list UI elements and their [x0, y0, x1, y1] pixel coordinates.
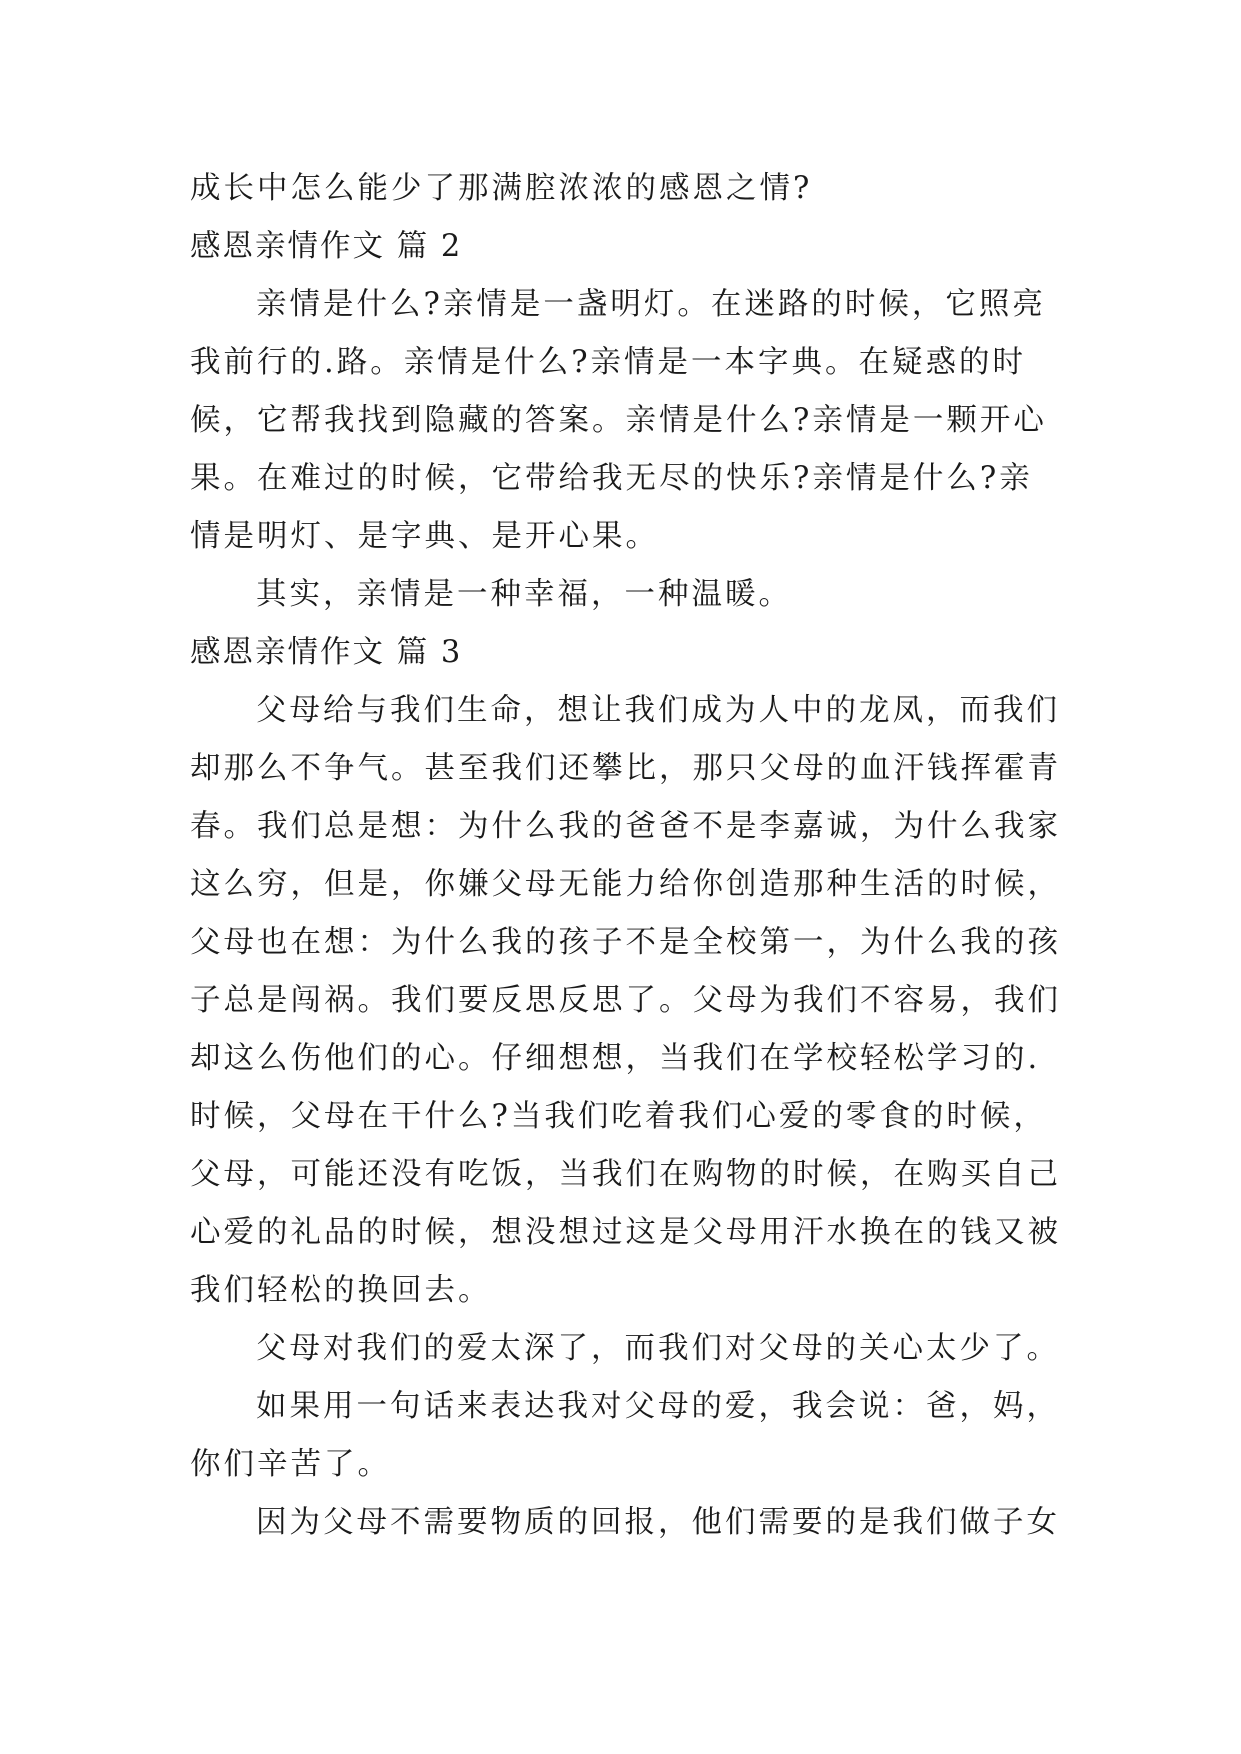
- text-line: 我前行的.路。亲情是什么?亲情是一本字典。在疑惑的时: [190, 345, 1027, 380]
- paragraph-start: 其实，亲情是一种幸福，一种温暖。: [256, 577, 792, 612]
- text-line: 子总是闯祸。我们要反思反思了。父母为我们不容易，我们: [190, 983, 1061, 1018]
- text-line: 候，它帮我找到隐藏的答案。亲情是什么?亲情是一颗开心: [190, 403, 1047, 438]
- text-line: 这么穷，但是，你嫌父母无能力给你创造那种生活的时候，: [190, 867, 1061, 902]
- text-line: 春。我们总是想：为什么我的爸爸不是李嘉诚，为什么我家: [190, 809, 1061, 844]
- text-line: 时候，父母在干什么?当我们吃着我们心爱的零食的时候，: [190, 1099, 1047, 1134]
- paragraph-start: 父母给与我们生命，想让我们成为人中的龙凤，而我们: [256, 693, 1060, 728]
- section-heading-3: 感恩亲情作文 篇 3: [190, 635, 463, 670]
- text-line: 父母也在想：为什么我的孩子不是全校第一，为什么我的孩: [190, 925, 1061, 960]
- text-line: 成长中怎么能少了那满腔浓浓的感恩之情?: [190, 171, 813, 206]
- text-line: 你们辛苦了。: [190, 1447, 391, 1482]
- paragraph-start: 如果用一句话来表达我对父母的爱，我会说：爸，妈，: [256, 1389, 1060, 1424]
- text-line: 却这么伤他们的心。仔细想想，当我们在学校轻松学习的.: [190, 1041, 1041, 1076]
- text-line: 果。在难过的时候，它带给我无尽的快乐?亲情是什么?亲: [190, 461, 1033, 496]
- paragraph-start: 父母对我们的爱太深了，而我们对父母的关心太少了。: [256, 1331, 1060, 1366]
- section-heading-2: 感恩亲情作文 篇 2: [190, 229, 463, 264]
- paragraph-start: 因为父母不需要物质的回报，他们需要的是我们做子女: [256, 1505, 1060, 1540]
- document-body: [190, 160, 1070, 1552]
- text-line: 情是明灯、是字典、是开心果。: [190, 519, 659, 554]
- text-line: 心爱的礼品的时候，想没想过这是父母用汗水换在的钱又被: [190, 1215, 1061, 1250]
- text-line: 父母，可能还没有吃饭，当我们在购物的时候，在购买自己: [190, 1157, 1061, 1192]
- text-line: 却那么不争气。甚至我们还攀比，那只父母的血汗钱挥霍青: [190, 751, 1061, 786]
- text-line: 我们轻松的换回去。: [190, 1273, 492, 1308]
- paragraph-start: 亲情是什么?亲情是一盏明灯。在迷路的时候，它照亮: [256, 287, 1046, 322]
